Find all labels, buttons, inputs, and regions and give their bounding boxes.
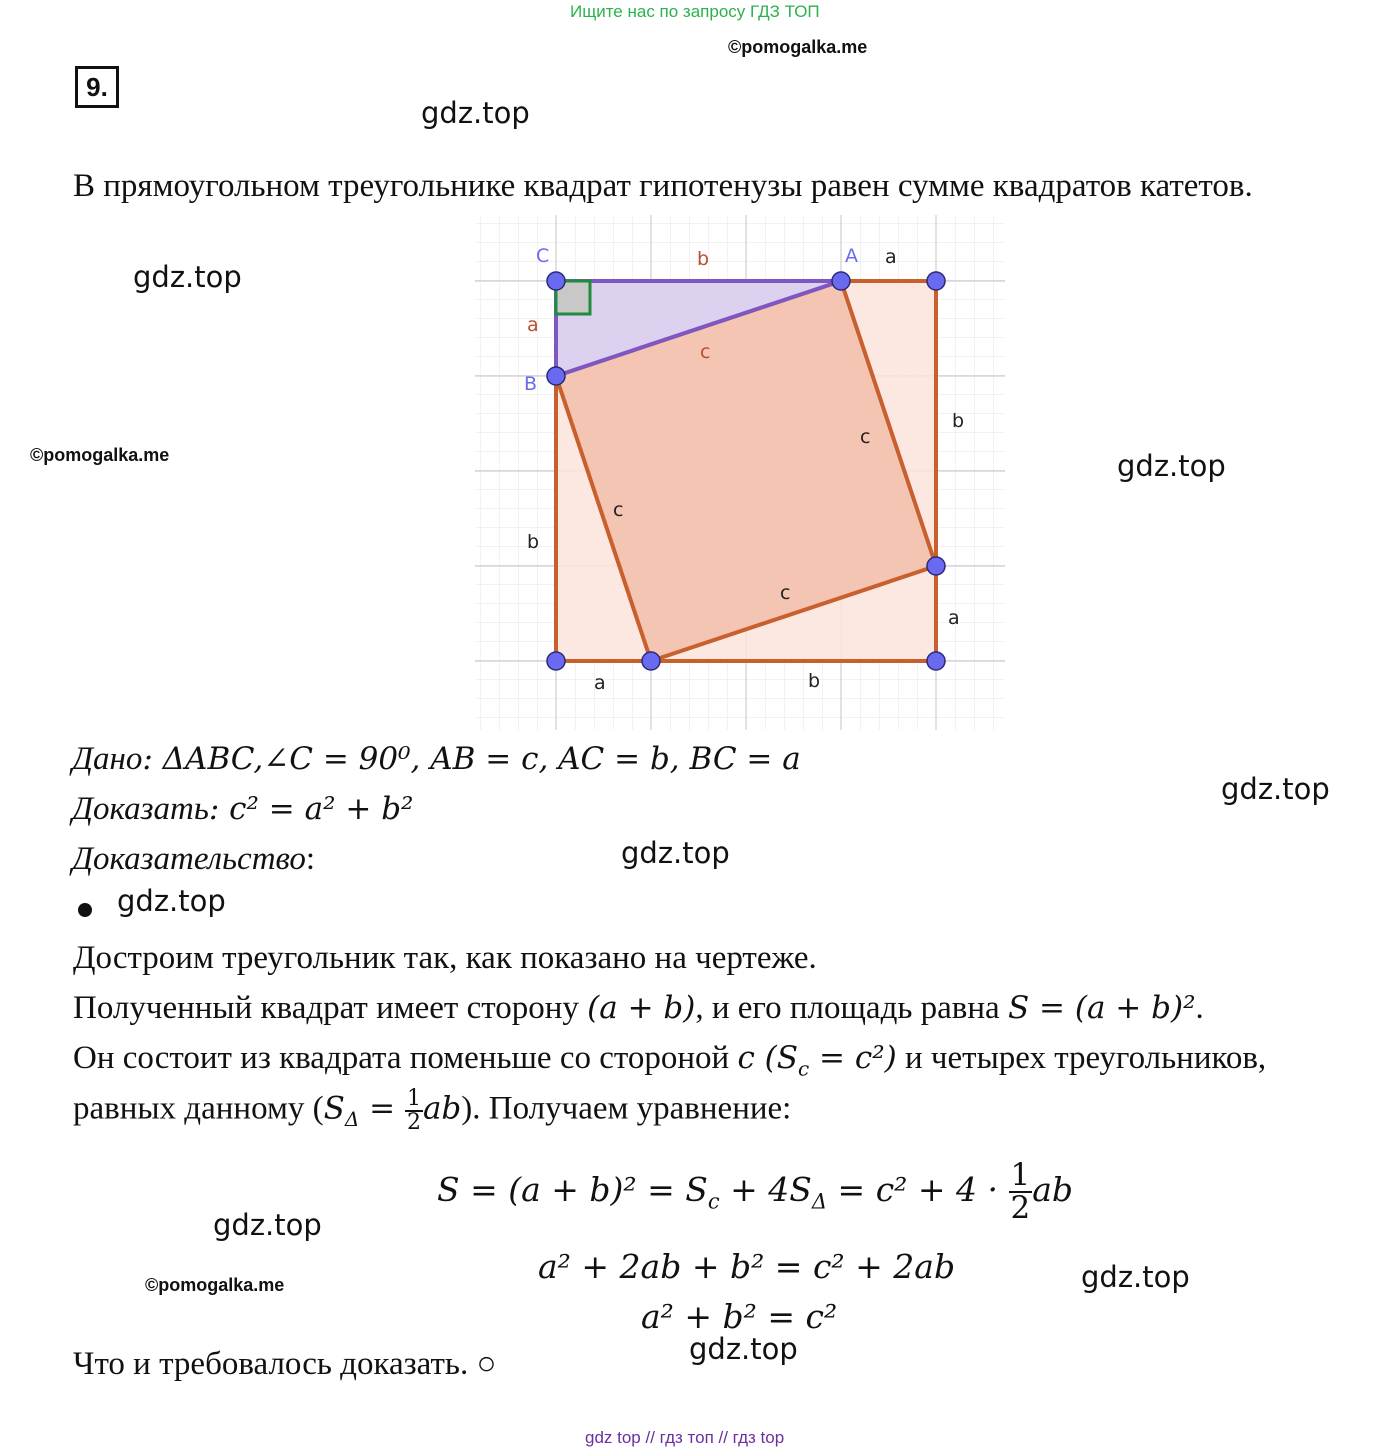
- point: [927, 557, 945, 575]
- gdz-watermark: gdz.top: [689, 1332, 798, 1366]
- fraction-numerator: 1: [406, 1086, 421, 1111]
- equation-part: ab: [1032, 1170, 1074, 1209]
- gdz-watermark: gdz.top: [1221, 772, 1330, 806]
- proof-text: , и его площадь равна: [695, 990, 1008, 1026]
- side-label-c: c: [613, 499, 624, 521]
- proof-math: (a + b): [587, 990, 696, 1026]
- side-label-b: b: [808, 670, 821, 692]
- proof-math: = c²): [809, 1040, 897, 1076]
- side-label-b: b: [952, 410, 965, 432]
- point-c: [547, 272, 565, 290]
- proof-math: ab: [422, 1090, 462, 1127]
- proof-text: Он состоит из квадрата поменьше со стороной: [73, 1040, 738, 1076]
- side-label-c: c: [860, 426, 871, 448]
- gdz-watermark: gdz.top: [133, 260, 242, 294]
- gdz-watermark: gdz.top: [421, 96, 530, 130]
- side-label-a: a: [948, 607, 960, 629]
- proof-math: S: [323, 1090, 345, 1127]
- side-label-a: a: [885, 246, 897, 268]
- top-banner-watermark: Ищите нас по запросу ГДЗ ТОП: [570, 2, 820, 21]
- prove-expression: : c² = a² + b²: [208, 791, 414, 827]
- proof-math-subscript: c: [797, 1056, 810, 1081]
- equation-1: [437, 1157, 1074, 1226]
- gdz-watermark: gdz.top: [117, 884, 226, 918]
- point-a: [832, 272, 850, 290]
- equation-2: a² + 2ab + b² = c² + 2ab: [538, 1247, 956, 1286]
- fraction-denominator: 2: [406, 1110, 421, 1135]
- conclusion: Что и требовалось доказать. ○: [73, 1346, 497, 1382]
- gdz-watermark: gdz.top: [1117, 449, 1226, 483]
- bullet-icon: [78, 903, 92, 917]
- proof-math: S = (a + b)²: [1007, 990, 1196, 1026]
- proof-line-3: [73, 1040, 1266, 1081]
- pomogalka-watermark: ©pomogalka.me: [145, 1275, 285, 1295]
- problem-number: 9.: [75, 66, 119, 108]
- vertex-label-a: A: [845, 245, 858, 267]
- proof-math: c (S: [737, 1040, 798, 1076]
- proof-text: ). Получаем уравнение:: [461, 1090, 792, 1127]
- equation-subscript: c: [707, 1189, 720, 1214]
- proof-line-4: [73, 1088, 791, 1134]
- point-b: [547, 367, 565, 385]
- vertex-label-c: C: [536, 245, 550, 267]
- point: [642, 652, 660, 670]
- proof-text: .: [1195, 990, 1204, 1026]
- equation-part: + 4S: [719, 1170, 812, 1209]
- point: [547, 652, 565, 670]
- given-label: Дано: [72, 741, 143, 777]
- vertex-label-b: B: [524, 373, 538, 395]
- equation-part: = c² + 4 ·: [827, 1170, 1009, 1209]
- proof-label: Доказательство: [72, 841, 306, 877]
- equation-3: a² + b² = c²: [641, 1297, 838, 1336]
- fraction-numerator: 1: [1010, 1157, 1031, 1193]
- fraction-denominator: 2: [1010, 1190, 1031, 1226]
- prove-label: Доказать: [72, 791, 209, 827]
- footer-watermark: gdz top // гдз топ // гдз top: [585, 1428, 785, 1447]
- gdz-watermark: gdz.top: [1081, 1260, 1190, 1294]
- fraction-one-half: [405, 1088, 423, 1134]
- side-label-a: a: [527, 314, 539, 336]
- proof-text: Полученный квадрат имеет сторону: [73, 990, 588, 1026]
- point: [927, 272, 945, 290]
- pomogalka-watermark: ©pomogalka.me: [728, 37, 868, 57]
- proof-line-2: [73, 990, 1204, 1027]
- proof-line-1: Достроим треугольник так, как показано на чертеже.: [73, 940, 817, 976]
- proof-heading: [72, 841, 315, 878]
- side-label-b: b: [697, 248, 710, 270]
- side-label-c: c: [700, 341, 711, 363]
- proof-text: равных данному (: [73, 1090, 324, 1127]
- equation-part: S = (a + b)² = S: [437, 1170, 708, 1209]
- side-label-b: b: [527, 531, 540, 553]
- problem-statement: В прямоугольном треугольнике квадрат гипотенузы равен сумме квадратов катетов.: [73, 168, 1253, 204]
- proof-math: =: [359, 1090, 405, 1127]
- side-label-c: c: [780, 582, 791, 604]
- pomogalka-watermark: ©pomogalka.me: [30, 445, 170, 465]
- proof-text: и четырех треугольников,: [896, 1040, 1267, 1076]
- side-label-a: a: [594, 672, 606, 694]
- proof-colon: :: [305, 841, 316, 877]
- gdz-watermark: gdz.top: [213, 1208, 322, 1242]
- given-expression: : ΔABC,∠C = 90⁰, AB = c, AC = b, BC = a: [142, 741, 801, 777]
- equation-subscript: Δ: [811, 1189, 828, 1214]
- gdz-watermark: gdz.top: [621, 836, 730, 870]
- point: [927, 652, 945, 670]
- proof-math-subscript: Δ: [344, 1107, 360, 1132]
- given-line: [72, 741, 801, 778]
- fraction-one-half: [1009, 1157, 1033, 1226]
- geometry-diagram: [475, 215, 1005, 730]
- prove-line: [72, 791, 413, 828]
